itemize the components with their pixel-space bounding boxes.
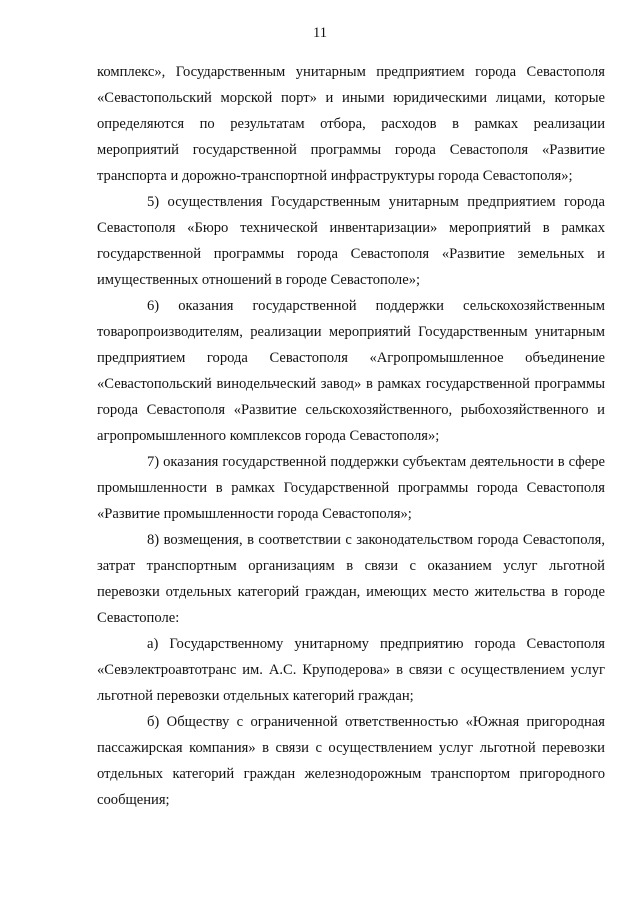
- page-number: 11: [313, 25, 327, 41]
- paragraph-item-6: 6) оказания государственной поддержки сельскохозяйственным товаропроизводителям, реализации мероприятий Государственным унитарным предприятием города Севастополя «Агропромышленное объединение «Севастопольский винодельческий завод» в рамках государственной программы города Севастополя «Развитие сельскохозяйственного, рыбохозяйственного и агропромышленного комплексов города Севастополя»;: [97, 298, 605, 444]
- paragraph-continuation: комплекс», Государственным унитарным предприятием города Севастополя «Севастопольский морской порт» и иными юридическими лицами, которые определяются по результатам отбора, расходов в рамках реализации мероприятий государственной программы города Севастополя «Развитие транспорта и дорожно-транспортной инфраструктуры города Севастополя»;: [97, 64, 605, 184]
- paragraph-item-7: 7) оказания государственной поддержки субъектам деятельности в сфере промышленности в рамках Государственной программы города Севастополя «Развитие промышленности города Севастополя»;: [97, 454, 605, 522]
- paragraph-item-5: 5) осуществления Государственным унитарным предприятием города Севастополя «Бюро технической инвентаризации» мероприятий в рамках государственной программы города Севастополя «Развитие земельных и имущественных отношений в городе Севастополе»;: [97, 194, 605, 288]
- paragraph-subitem-b: б) Обществу с ограниченной ответственностью «Южная пригородная пассажирская компания» в связи с осуществлением услуг льготной перевозки отдельных категорий граждан железнодорожным транспортом пригородного сообщения;: [97, 714, 605, 808]
- paragraph-item-8: 8) возмещения, в соответствии с законодательством города Севастополя, затрат транспортным организациям в связи с оказанием услуг льготной перевозки отдельных категорий граждан, имеющих место жительства в городе Севастополе:: [97, 532, 605, 626]
- document-body: [97, 59, 605, 813]
- paragraph-subitem-a: а) Государственному унитарному предприятию города Севастополя «Севэлектроавтотранс им. А.С. Круподерова» в связи с осуществлением услуг льготной перевозки отдельных категорий граждан;: [97, 636, 605, 704]
